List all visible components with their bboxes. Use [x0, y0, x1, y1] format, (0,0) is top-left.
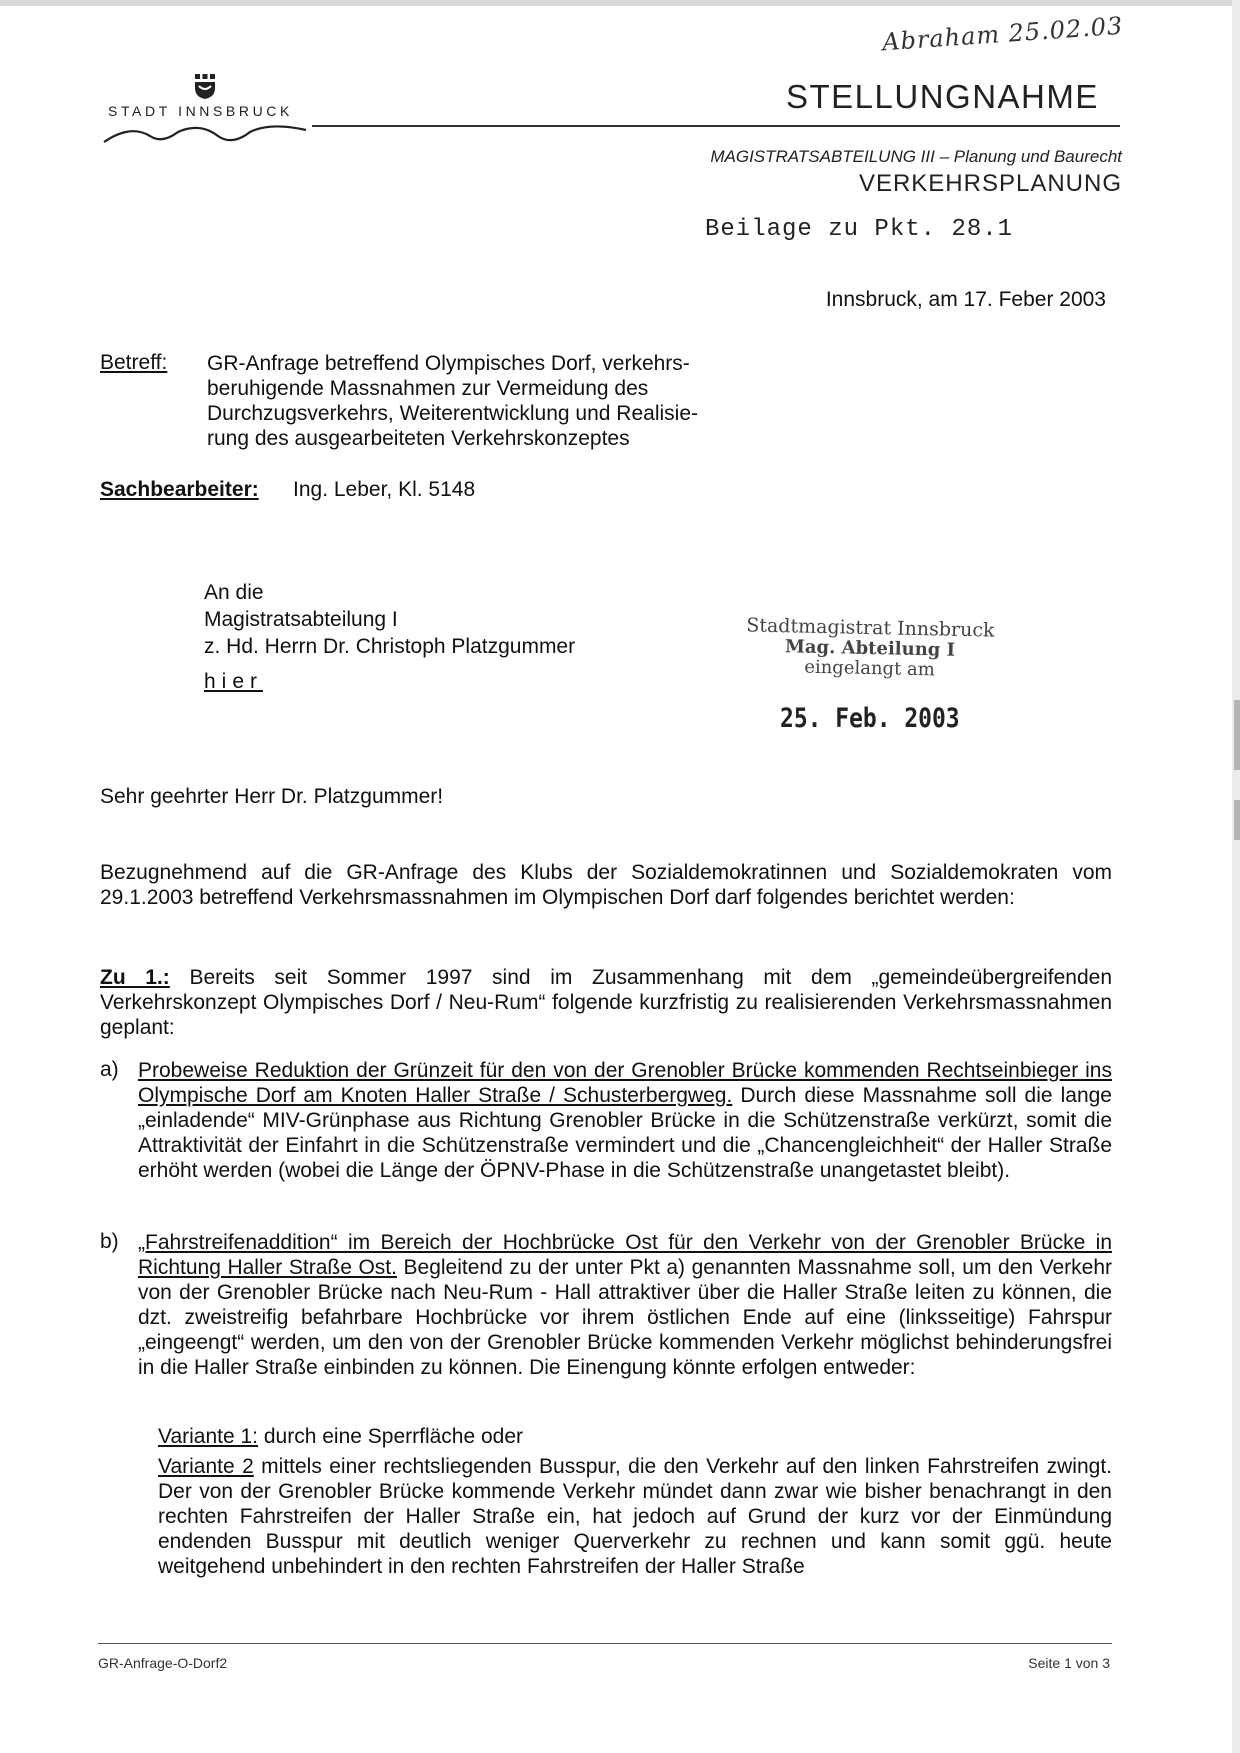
- recipient-address: [204, 579, 575, 660]
- stamp-line: eingelangt am: [804, 656, 936, 681]
- document-date: Innsbruck, am 17. Feber 2003: [825, 288, 1106, 311]
- section-1-label: Zu 1.:: [100, 966, 170, 989]
- subject-line: Durchzugsverkehrs, Weiterentwicklung und Realisie-: [207, 402, 698, 425]
- recipient-location: hier: [204, 670, 264, 693]
- scan-mark: [1234, 700, 1240, 770]
- variant-2-label: Variante 2: [158, 1455, 254, 1478]
- header-divider: [312, 125, 1120, 127]
- subject-line: beruhigende Massnahmen zur Vermeidung des: [207, 377, 649, 400]
- salutation: Sehr geehrter Herr Dr. Platzgummer!: [100, 785, 444, 808]
- received-stamp: [729, 614, 1010, 682]
- subject-text: [207, 351, 767, 451]
- division-line: VERKEHRSPLANUNG: [858, 170, 1122, 197]
- item-a-body: [138, 1058, 1112, 1183]
- item-b-body: [138, 1230, 1112, 1380]
- logo-wave-icon: [100, 120, 310, 150]
- footer-divider: [98, 1643, 1112, 1644]
- subject-line: GR-Anfrage betreffend Olympisches Dorf, verkehrs-: [207, 352, 690, 375]
- stamp-date: 25. Feb. 2003: [780, 703, 960, 734]
- variant-1-label: Variante 1:: [158, 1425, 259, 1448]
- variant-1-text: durch eine Sperrfläche oder: [263, 1425, 524, 1448]
- department-line: MAGISTRATSABTEILUNG III – Planung und Baurecht: [710, 147, 1122, 166]
- item-b-text: Begleitend zu der unter Pkt a) genannten Massnahme soll, um den Verkehr von der Grenobler Brücke nach Neu-Rum - Hall attraktiver über die Haller Straße leiten zu können, die dzt. zweistreifig befahrbare Hochbrücke vor ihrem östlichen Ende auf eine (linksseitige) Fahrspur „eingeengt“ werden, um den von der Grenobler Brücke kommenden Verkehr möglichst behinderungsfrei in die Haller Straße einbinden zu können. Die Einengung könnte erfolgen entweder:: [138, 1256, 1112, 1379]
- variant-1: [158, 1424, 1112, 1449]
- item-a-heading: Probeweise Reduktion der Grünzeit für den von der Grenobler Brücke kommenden Rechtseinbieger ins Olympische Dorf am Knoten Haller Straße / Schusterbergweg.: [138, 1059, 1112, 1107]
- logo-city-name: STADT INNSBRUCK: [108, 103, 293, 119]
- scan-edge-top: [0, 0, 1240, 6]
- document-title: STELLUNGNAHME: [786, 78, 1099, 115]
- scan-mark: [1234, 800, 1240, 840]
- subject-label: Betreff:: [100, 351, 168, 374]
- footer-filename: GR-Anfrage-O-Dorf2: [98, 1655, 228, 1671]
- stamp-line: Stadtmagistrat Innsbruck: [746, 614, 995, 642]
- item-b-marker: b): [100, 1230, 119, 1253]
- item-a-marker: a): [100, 1058, 119, 1081]
- section-1-text: Bereits seit Sommer 1997 sind im Zusammenhang mit dem „gemeindeübergreifenden Verkehrskonzept Olympisches Dorf / Neu-Rum“ folgende kurzfristig zu realisierenden Verkehrsmassnahmen geplant:: [100, 966, 1112, 1039]
- attachment-note: Beilage zu Pkt. 28.1: [705, 216, 1014, 243]
- address-line: Magistratsabteilung I: [204, 608, 398, 631]
- stamp-line: Mag. Abteilung I: [784, 636, 956, 661]
- variant-2-text: mittels einer rechtsliegenden Busspur, die den Verkehr auf den linken Fahrstreifen zwingt. Der von der Grenobler Brücke kommende Verkehr mündet dann zwar wie bisher benachrangt in den rechten Fahrstreifen der Haller Straße ein, hat jedoch auf Grund der kurz vor der Einmündung endenden Busspur mit deutlich weniger Querverkehr zu rechnen und kann somit ggü. heute weitgehend unbehindert in den rechten Fahrstreifen der Haller Straße: [158, 1455, 1112, 1578]
- city-crest-icon: [193, 72, 217, 100]
- clerk-value: Ing. Leber, Kl. 5148: [293, 478, 476, 501]
- clerk-label: Sachbearbeiter:: [100, 478, 259, 501]
- scan-edge-right: [1232, 0, 1240, 1753]
- item-a-text: Durch diese Massnahme soll die lange „einladende“ MIV-Grünphase aus Richtung Grenobler Brücke in die Schützenstraße verkürzt, somit die Attraktivität der Einfahrt in die Schützenstraße vermindert und die „Chancengleichheit“ der Haller Straße erhöht werden (wobei die Länge der ÖPNV-Phase in die Schützenstraße unangetastet bleibt).: [138, 1084, 1112, 1182]
- address-line: z. Hd. Herrn Dr. Christoph Platzgummer: [204, 635, 576, 658]
- item-b-heading: „Fahrstreifenaddition“ im Bereich der Hochbrücke Ost für den Verkehr von der Grenobler Brücke in Richtung Haller Straße Ost.: [138, 1231, 1112, 1279]
- intro-paragraph: Bezugnehmend auf die GR-Anfrage des Klubs der Sozialdemokratinnen und Sozialdemokraten vom 29.1.2003 betreffend Verkehrsmassnahmen im Olympischen Dorf darf folgendes berichtet werden:: [100, 861, 1112, 909]
- subject-line: rung des ausgearbeiteten Verkehrskonzeptes: [207, 427, 630, 450]
- footer-page-number: Seite 1 von 3: [1028, 1655, 1110, 1671]
- handwritten-note: Abraham 25.02.03: [881, 11, 1125, 57]
- address-line: An die: [204, 581, 264, 604]
- variant-2: [158, 1454, 1112, 1579]
- section-1-paragraph: [100, 965, 1112, 1040]
